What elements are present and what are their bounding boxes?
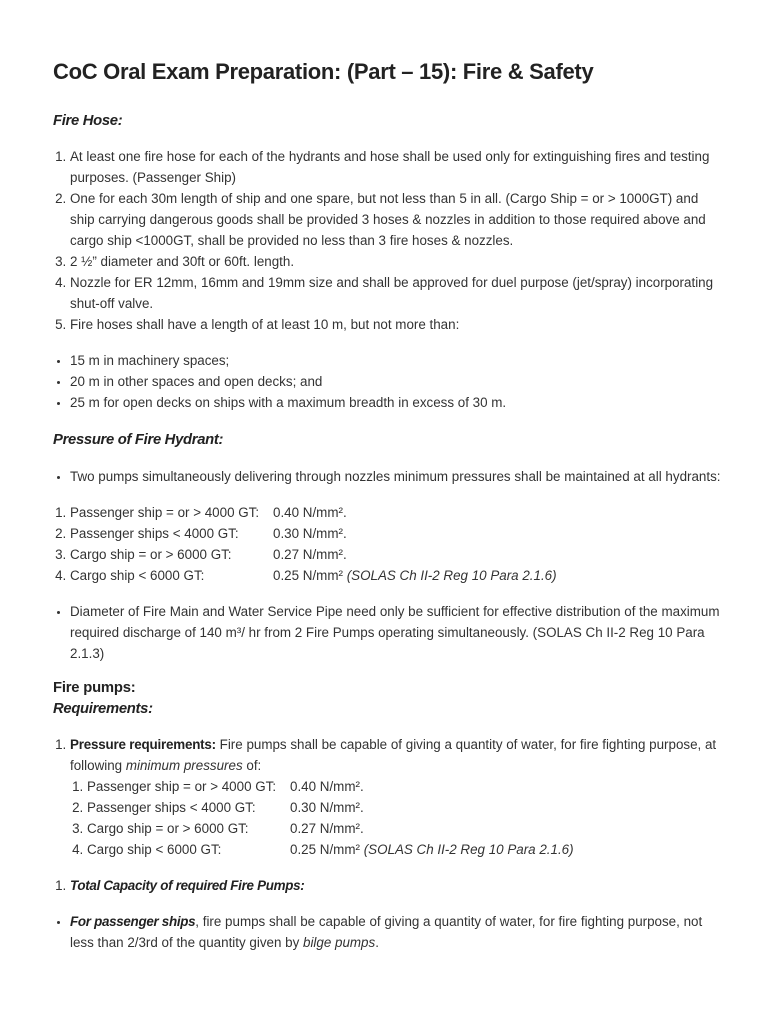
pressure-value: 0.30 N/mm². [273,526,347,541]
list-item [70,734,726,860]
passenger-ships-end: . [375,935,379,950]
ship-type: Passenger ship = or > 4000 GT: [70,505,260,520]
ship-type: Cargo ship = or > 6000 GT: [70,547,232,562]
list-item [70,911,726,953]
list-item [70,875,726,896]
minimum-pressures-text: minimum pressures [125,758,243,773]
passenger-ships-text: , fire pumps shall be capable of giving a quantity of water, for fire fighting purpose, not less than 2/3rd of the quantity given by [70,914,703,950]
pressure-value: 0.40 N/mm². [290,779,364,794]
bilge-pumps-text: bilge pumps [303,935,376,950]
requirements-list [53,734,726,860]
list-item: 2. One for each 30m length of ship and one spare, but not less than 5 in all. (Cargo Ship = or > 1000GT) and ship carrying dangerous goods shall be provided 3 hoses & nozzles in addition to those required above and cargo ship <1000GT, shall be provided no less than 3 fire hoses & nozzles. [70,188,726,251]
pressure-item [87,797,726,818]
ship-type: Passenger ship = or > 4000 GT: [87,779,277,794]
pressure-item [87,818,726,839]
capacity-label: Total Capacity of required Fire Pumps: [70,878,305,893]
pressure-value: 0.27 N/mm². [290,821,364,836]
list-item: • 25 m for open decks on ships with a maximum breadth in excess of 30 m. [70,392,726,413]
hydrant-heading: Pressure of Fire Hydrant: [53,432,224,448]
pressure-item [87,776,726,797]
hose-length-list [53,350,726,413]
pressure-item [70,565,726,586]
list-item: 1. At least one fire hose for each of the hydrants and hose shall be used only for extinguishing fires and testing purposes. (Passenger Ship) [70,146,726,188]
pressure-requirements-end: of: [242,758,262,773]
list-item: 3. 2 ½” diameter and 30ft or 60ft. length. [70,251,726,272]
passenger-ships-label: For passenger ships [70,914,196,929]
list-item: 5. Fire hoses shall have a length of at least 10 m, but not more than: [70,314,726,335]
solas-reference: (SOLAS Ch II-2 Reg 10 Para 2.1.6) [346,568,557,583]
capacity-list [53,875,726,896]
pressure-item [87,839,726,860]
list-item: • 15 m in machinery spaces; [70,350,726,371]
list-item: 4. Nozzle for ER 12mm, 16mm and 19mm size and shall be approved for duel purpose (jet/spray) incorporating shut-off valve. [70,272,726,314]
pressure-item [70,523,726,544]
ship-type: Passenger ships < 4000 GT: [87,800,256,815]
pressure-value: 0.30 N/mm². [290,800,364,815]
pressure-value: 0.25 N/mm² [290,842,360,857]
ship-type: Cargo ship < 6000 GT: [87,842,222,857]
requirements-heading: Requirements: [53,701,153,717]
pressure-requirements-label: Pressure requirements: [70,737,216,752]
pressure-item [70,544,726,565]
capacity-details-list [53,911,726,953]
page-title: CoC Oral Exam Preparation: (Part – 15): Fire & Safety [53,59,594,84]
ship-type: Cargo ship < 6000 GT: [70,568,205,583]
pressure-value: 0.25 N/mm² [273,568,343,583]
fire-hose-heading: Fire Hose: [53,113,123,129]
ship-type: Cargo ship = or > 6000 GT: [87,821,249,836]
pressure-value: 0.27 N/mm². [273,547,347,562]
list-item: • 20 m in other spaces and open decks; and [70,371,726,392]
solas-reference: (SOLAS Ch II-2 Reg 10 Para 2.1.6) [363,842,574,857]
hydrant-intro-list [53,466,726,487]
pressure-requirements-text: Fire pumps shall be capable of giving a quantity of water, for fire fighting purpose, at following [70,737,717,773]
pressure-value: 0.40 N/mm². [273,505,347,520]
list-item: • Two pumps simultaneously delivering through nozzles minimum pressures shall be maintained at all hydrants: [70,466,726,487]
list-item: • Diameter of Fire Main and Water Service Pipe need only be sufficient for effective distribution of the maximum required discharge of 140 m³/ hr from 2 Fire Pumps operating simultaneously. (SOLAS Ch II-2 Reg 10 Para 2.1.3) [70,601,726,664]
fire-pumps-heading: Fire pumps: [53,680,136,696]
pressure-item [70,502,726,523]
ship-type: Passenger ships < 4000 GT: [70,526,239,541]
pump-pressure-list [70,776,726,860]
fire-hose-list [53,146,726,335]
hydrant-pressure-list [53,502,726,586]
fire-main-list [53,601,726,664]
